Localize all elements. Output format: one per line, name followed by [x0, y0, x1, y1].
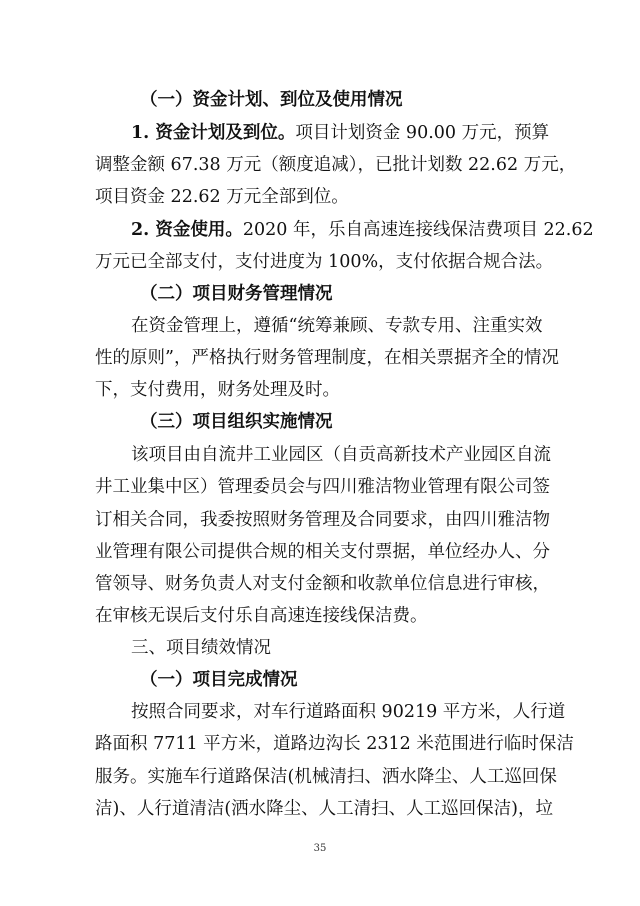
paragraph-line: 洁)、人行道清洁(洒水降尘、人工清扫、人工巡回保洁)，垃 [95, 799, 553, 819]
paragraph-line: 路面积 7711 平方米，道路边沟长 2312 米范围进行临时保洁 [95, 734, 574, 754]
paragraph-line: 业管理有限公司提供合规的相关支付票据，单位经办人、分 [95, 542, 550, 562]
paragraph-line: 该项目由自流井工业园区（自贡高新技术产业园区自流 [131, 445, 551, 465]
paragraph-line: 1. 资金计划及到位。项目计划资金 90.00 万元，预算 [131, 123, 550, 143]
paragraph-line: 在审核无误后支付乐自高速连接线保洁费。 [95, 606, 428, 626]
paragraph-line: 在资金管理上，遵循“统筹兼顾、专款专用、注重实效 [131, 316, 543, 336]
paragraph-line: 性的原则”，严格执行财务管理制度，在相关票据齐全的情况 [95, 348, 559, 368]
paragraph-line: 下，支付费用，财务处理及时。 [95, 380, 340, 400]
section-heading-performance: 三、项目绩效情况 [131, 638, 271, 658]
paragraph-line: 2. 资金使用。2020 年，乐自高速连接线保洁费项目 22.62 [131, 220, 594, 240]
paragraph-line: 订相关合同，我委按照财务管理及合同要求，由四川雅洁物 [95, 510, 550, 530]
section-heading-finance: （二）项目财务管理情况 [140, 284, 333, 304]
paragraph-line: 项目资金 22.62 万元全部到位。 [95, 187, 349, 207]
paragraph-line: 井工业集中区）管理委员会与四川雅洁物业管理有限公司签 [95, 477, 550, 497]
paragraph-line: 按照合同要求，对车行道路面积 90219 平方米，人行道 [131, 702, 566, 722]
section-heading-implementation: （三）项目组织实施情况 [140, 412, 333, 432]
section-heading-funding: （一）资金计划、到位及使用情况 [140, 90, 403, 110]
page-number: 35 [313, 843, 327, 854]
paragraph-line: 服务。实施车行道路保洁(机械清扫、洒水降尘、人工巡回保 [95, 767, 557, 787]
paragraph-line: 万元已全部支付，支付进度为 100%，支付依据合规合法。 [95, 252, 554, 272]
paragraph-line: 管领导、财务负责人对支付金额和收款单位信息进行审核， [95, 574, 550, 594]
paragraph-line: 调整金额 67.38 万元（额度追减），已批计划数 22.62 万元， [95, 155, 577, 175]
section-heading-completion: （一）项目完成情况 [140, 670, 298, 690]
